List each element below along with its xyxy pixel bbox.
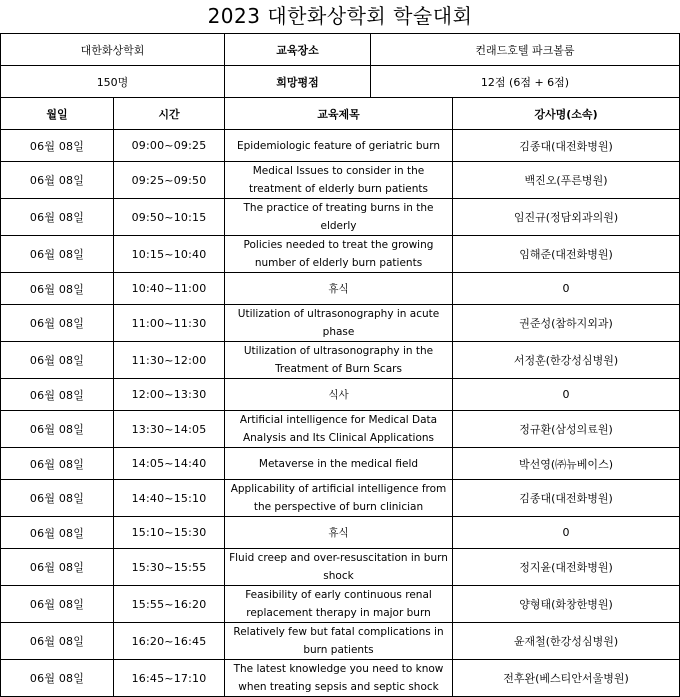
date-cell: 06월 08일	[1, 305, 114, 342]
topic-cell: Artificial intelligence for Medical Data Analysis and Its Clinical Applications	[225, 411, 453, 448]
header-topic: 교육제목	[225, 98, 453, 130]
table-row	[1, 411, 680, 448]
speaker-cell: 권준성(참하지외과)	[453, 305, 680, 342]
header-speaker: 강사명(소속)	[453, 98, 680, 130]
table-row	[1, 586, 680, 623]
date-cell: 06월 08일	[1, 199, 114, 236]
time-cell: 09:50~10:15	[114, 199, 225, 236]
table-row	[1, 236, 680, 273]
schedule-table	[0, 97, 680, 697]
venue-label: 교육장소	[225, 34, 371, 66]
date-cell: 06월 08일	[1, 448, 114, 480]
speaker-cell: 정지윤(대전화병원)	[453, 549, 680, 586]
time-cell: 16:45~17:10	[114, 660, 225, 697]
date-cell: 06월 08일	[1, 586, 114, 623]
date-cell: 06월 08일	[1, 480, 114, 517]
table-row	[1, 130, 680, 162]
date-cell: 06월 08일	[1, 517, 114, 549]
time-cell: 15:30~15:55	[114, 549, 225, 586]
time-cell: 11:30~12:00	[114, 342, 225, 379]
time-cell: 10:15~10:40	[114, 236, 225, 273]
table-row	[1, 623, 680, 660]
date-cell: 06월 08일	[1, 236, 114, 273]
topic-cell: Metaverse in the medical field	[225, 448, 453, 480]
date-cell: 06월 08일	[1, 130, 114, 162]
topic-cell: Relatively few but fatal complications in burn patients	[225, 623, 453, 660]
speaker-cell: 전후완(베스티안서울병원)	[453, 660, 680, 697]
date-cell: 06월 08일	[1, 623, 114, 660]
topic-cell: Applicability of artificial intelligence from the perspective of burn clinician	[225, 480, 453, 517]
time-cell: 10:40~11:00	[114, 273, 225, 305]
speaker-cell: 임진규(정담외과의원)	[453, 199, 680, 236]
topic-cell: 휴식	[225, 517, 453, 549]
table-row	[1, 342, 680, 379]
table-row	[1, 379, 680, 411]
speaker-cell: 김종대(대전화병원)	[453, 130, 680, 162]
speaker-cell: 백진오(푸른병원)	[453, 162, 680, 199]
header-time: 시간	[114, 98, 225, 130]
topic-cell: Utilization of ultrasonography in acute phase	[225, 305, 453, 342]
points-label: 희망평점	[225, 66, 371, 98]
points-value: 12점 (6점 + 6점)	[371, 66, 680, 98]
time-cell: 12:00~13:30	[114, 379, 225, 411]
topic-cell: 휴식	[225, 273, 453, 305]
info-row-points	[1, 66, 680, 98]
topic-cell: Medical Issues to consider in the treatment of elderly burn patients	[225, 162, 453, 199]
topic-cell: 식사	[225, 379, 453, 411]
topic-cell: Policies needed to treat the growing number of elderly burn patients	[225, 236, 453, 273]
topic-cell: Utilization of ultrasonography in the Treatment of Burn Scars	[225, 342, 453, 379]
date-cell: 06월 08일	[1, 342, 114, 379]
date-cell: 06월 08일	[1, 379, 114, 411]
table-row	[1, 199, 680, 236]
time-cell: 14:05~14:40	[114, 448, 225, 480]
speaker-cell: 정규환(삼성의료원)	[453, 411, 680, 448]
speaker-cell: 서정훈(한강성심병원)	[453, 342, 680, 379]
table-row	[1, 305, 680, 342]
speaker-cell: 임해준(대전화병원)	[453, 236, 680, 273]
table-row	[1, 480, 680, 517]
speaker-cell: 0	[453, 379, 680, 411]
time-cell: 09:25~09:50	[114, 162, 225, 199]
header-date: 월일	[1, 98, 114, 130]
table-row	[1, 549, 680, 586]
time-cell: 14:40~15:10	[114, 480, 225, 517]
date-cell: 06월 08일	[1, 549, 114, 586]
info-table	[0, 33, 680, 98]
organizer-cell: 대한화상학회	[1, 34, 225, 66]
time-cell: 13:30~14:05	[114, 411, 225, 448]
time-cell: 09:00~09:25	[114, 130, 225, 162]
topic-cell: The latest knowledge you need to know when treating sepsis and septic shock	[225, 660, 453, 697]
attendees-cell: 150명	[1, 66, 225, 98]
table-row	[1, 448, 680, 480]
speaker-cell: 양형태(화창한병원)	[453, 586, 680, 623]
time-cell: 15:10~15:30	[114, 517, 225, 549]
date-cell: 06월 08일	[1, 162, 114, 199]
table-row	[1, 660, 680, 697]
time-cell: 11:00~11:30	[114, 305, 225, 342]
time-cell: 16:20~16:45	[114, 623, 225, 660]
schedule-header-row	[1, 98, 680, 130]
date-cell: 06월 08일	[1, 411, 114, 448]
speaker-cell: 0	[453, 517, 680, 549]
topic-cell: Fluid creep and over-resuscitation in burn shock	[225, 549, 453, 586]
topic-cell: The practice of treating burns in the elderly	[225, 199, 453, 236]
table-row	[1, 162, 680, 199]
info-row-venue	[1, 34, 680, 66]
table-row	[1, 273, 680, 305]
speaker-cell: 윤재철(한강성심병원)	[453, 623, 680, 660]
topic-cell: Feasibility of early continuous renal replacement therapy in major burn	[225, 586, 453, 623]
date-cell: 06월 08일	[1, 660, 114, 697]
speaker-cell: 김종대(대전화병원)	[453, 480, 680, 517]
speaker-cell: 박선영(㈜뉴베이스)	[453, 448, 680, 480]
time-cell: 15:55~16:20	[114, 586, 225, 623]
venue-value: 컨래드호텔 파크볼룸	[371, 34, 680, 66]
date-cell: 06월 08일	[1, 273, 114, 305]
speaker-cell: 0	[453, 273, 680, 305]
page-title: 2023 대한화상학회 학술대회	[207, 4, 473, 28]
topic-cell: Epidemiologic feature of geriatric burn	[225, 130, 453, 162]
table-row	[1, 517, 680, 549]
